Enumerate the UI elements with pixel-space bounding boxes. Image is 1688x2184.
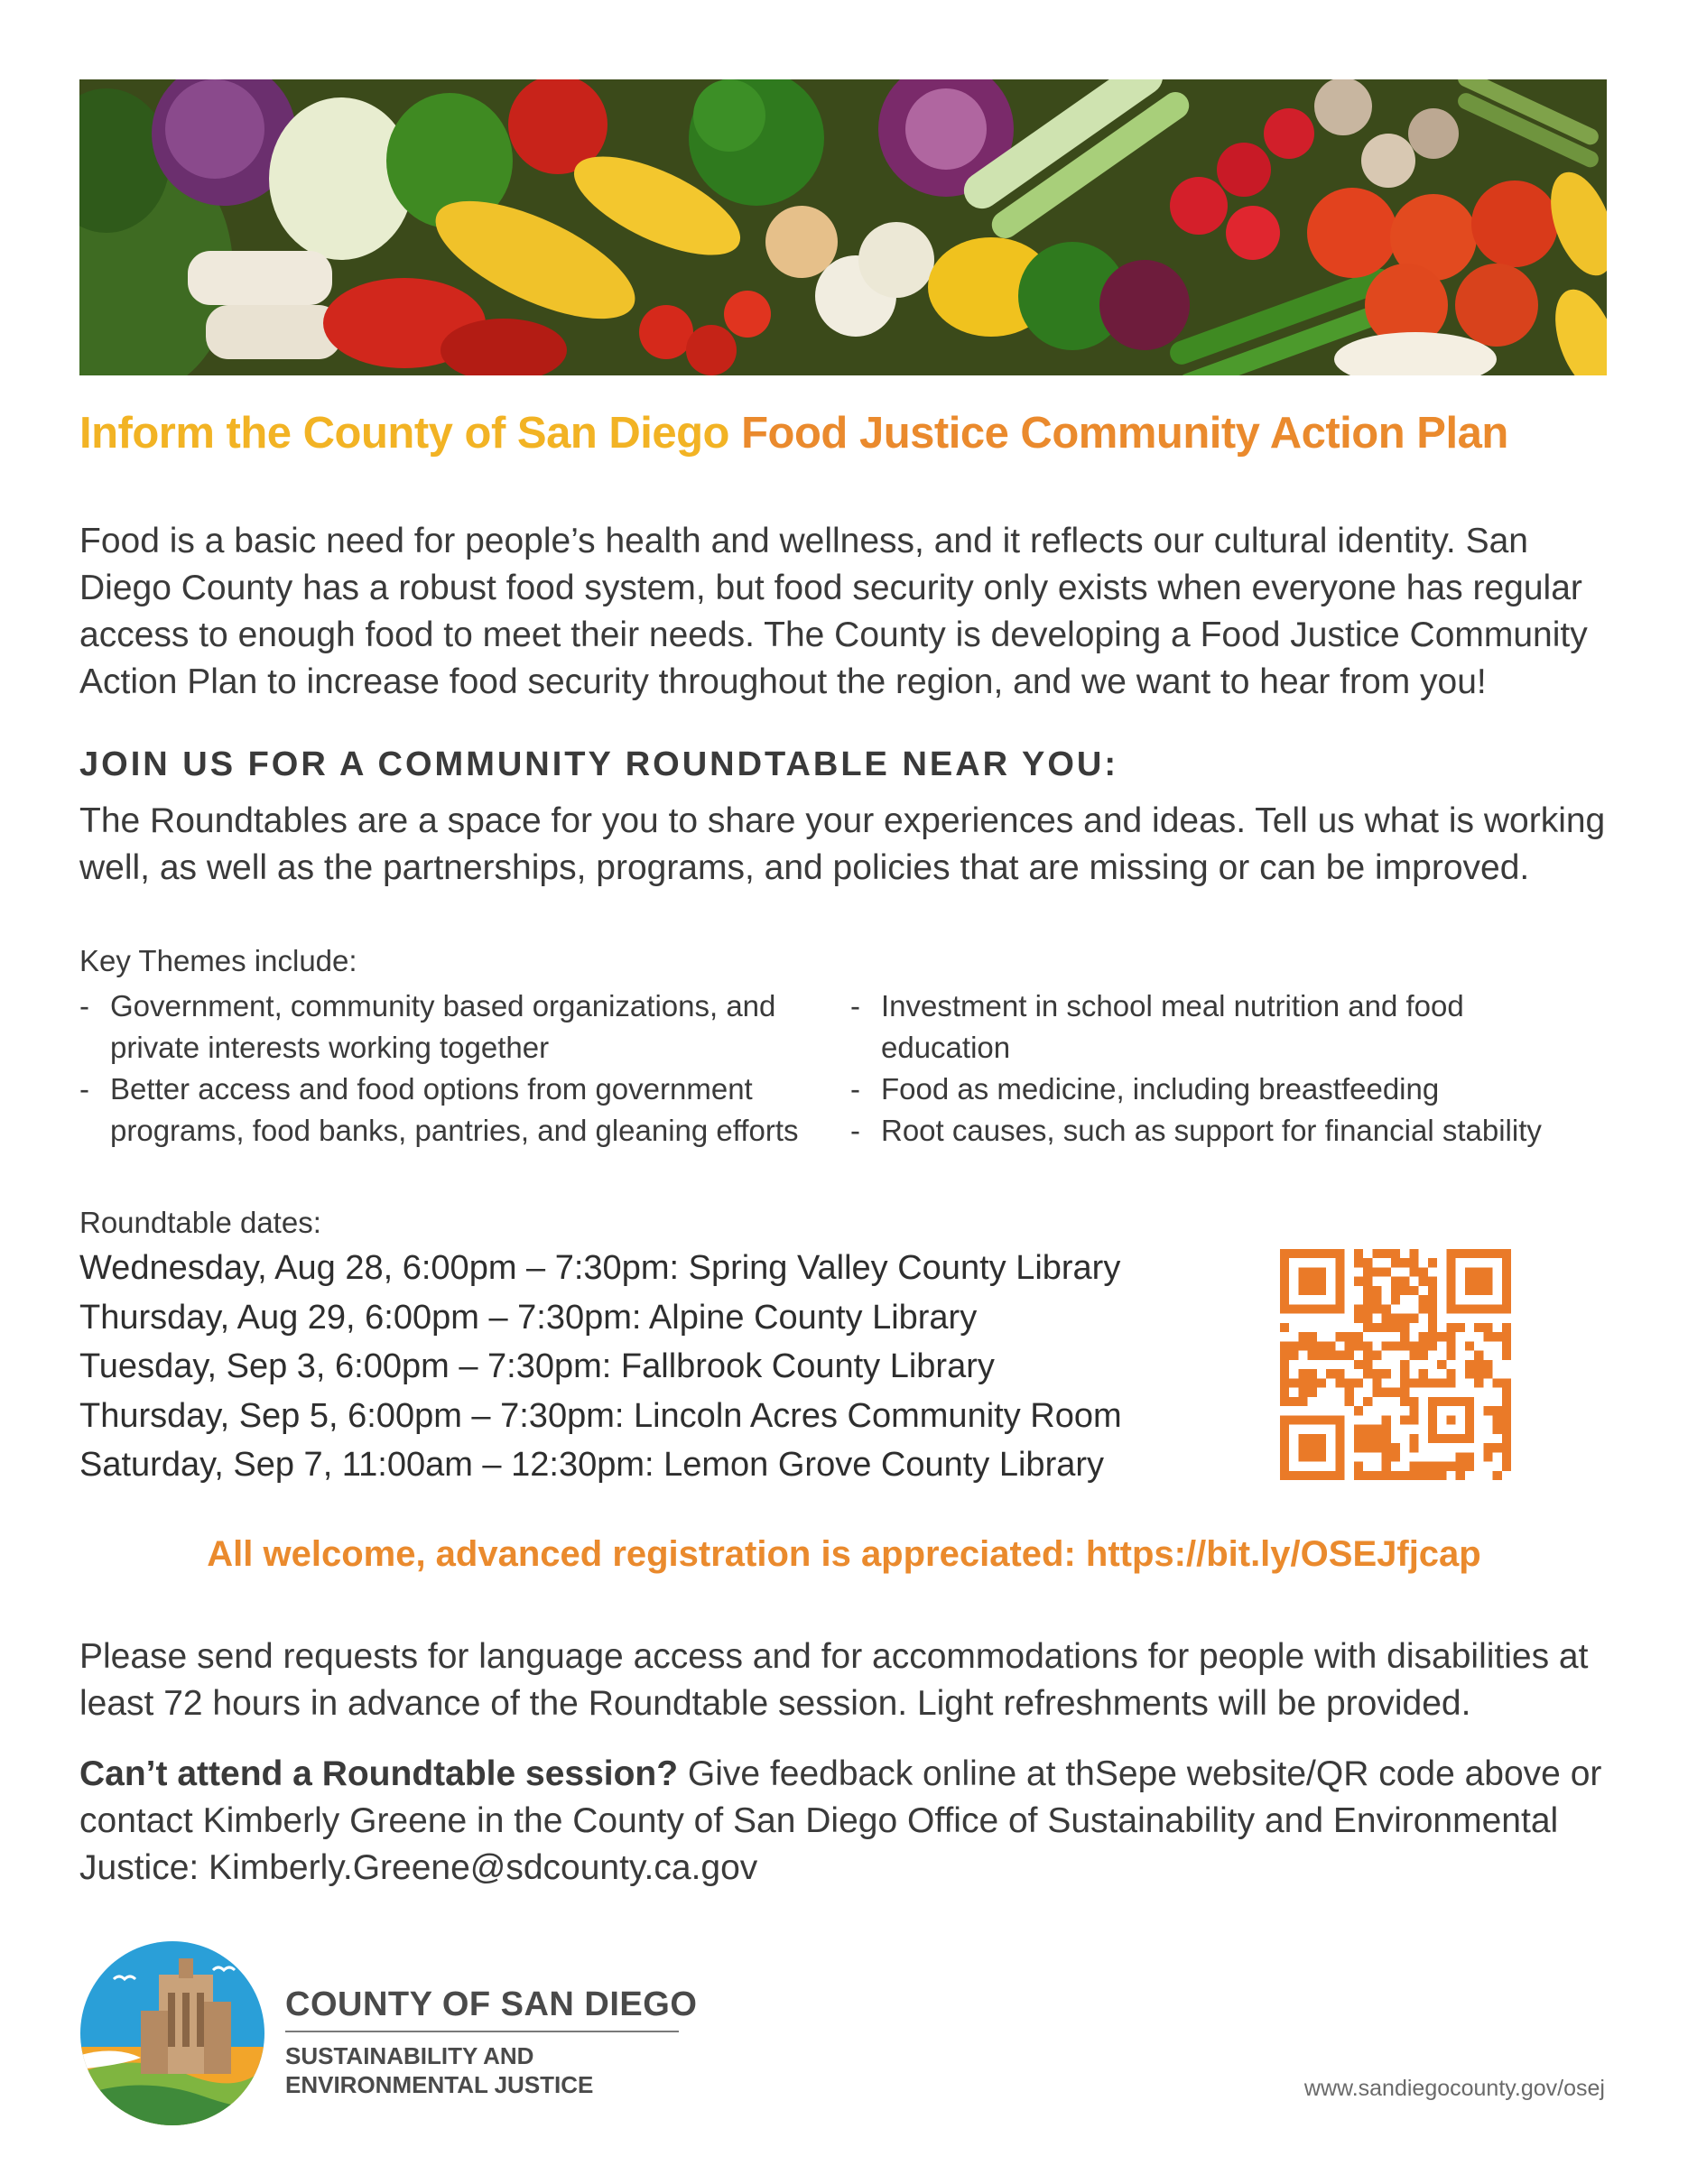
theme-item-text: Better access and food options from government programs, food banks, pantries, and gleaning efforts: [110, 1072, 799, 1147]
qr-code[interactable]: [1280, 1249, 1511, 1480]
join-paragraph: The Roundtables are a space for you to share your experiences and ideas. Tell us what is working well, as well as the partnerships, programs, and policies that are missing or can be improved.: [79, 801, 1606, 887]
website-link[interactable]: www.sandiegocounty.gov/osej: [1303, 2076, 1605, 2101]
date-item: Wednesday, Aug 28, 6:00pm – 7:30pm: Spring Valley County Library: [79, 1249, 1121, 1287]
title-part-plan: Food Justice Community Action Plan: [741, 409, 1508, 458]
date-item: Thursday, Aug 29, 6:00pm – 7:30pm: Alpine County Library: [79, 1298, 978, 1337]
intro-paragraph: Food is a basic need for people’s health and wellness, and it reflects our cultural identity. San Diego County has a robust food system, but food security only exists when everyone has regular access to enough food to meet their needs. The County is developing a Food Justice Community Action Plan to increase food security throughout the region, and we want to hear from you!: [79, 522, 1588, 701]
theme-item: - Food as medicine, including breastfeeding: [850, 1072, 1440, 1106]
join-heading: JOIN US FOR A COMMUNITY ROUNDTABLE NEAR YOU:: [79, 745, 1118, 783]
feedback-paragraph: [79, 1751, 1614, 1892]
theme-item: - Investment in school meal nutrition and food education: [850, 989, 1464, 1064]
county-seal-logo: [78, 1939, 267, 2128]
themes-label: Key Themes include:: [79, 944, 357, 977]
date-item: Tuesday, Sep 3, 6:00pm – 7:30pm: Fallbrook County Library: [79, 1347, 995, 1385]
date-item: Saturday, Sep 7, 11:00am – 12:30pm: Lemon Grove County Library: [79, 1446, 1105, 1484]
theme-item: - Government, community based organizations, and private interests working together: [79, 989, 776, 1064]
vegetable-banner-image: [79, 79, 1607, 375]
org-name: COUNTY OF SAN DIEGO: [285, 1985, 698, 2023]
org-subtitle-line: SUSTAINABILITY AND: [285, 2042, 534, 2069]
page-title: [79, 408, 1614, 458]
themes-list-right: [850, 986, 1600, 1152]
dates-list: [79, 1244, 1253, 1490]
title-part-county: Inform the County of San Diego: [79, 409, 729, 458]
themes-list-left: [79, 986, 838, 1152]
theme-item-text: Investment in school meal nutrition and food education: [881, 989, 1464, 1064]
feedback-text: Give feedback online at thSepe website/QR code above or contact Kimberly Greene in the County of San Diego Office of Sustainability and Environmental Justice: Kimberly.Greene@sdcounty.ca.gov: [79, 1754, 1602, 1887]
theme-item-text: Root causes, such as support for financial stability: [881, 1114, 1542, 1147]
registration-link[interactable]: All welcome, advanced registration is appreciated: https://bit.ly/OSEJfjcap: [207, 1534, 1481, 1574]
org-subtitle: [285, 2041, 593, 2099]
org-divider: [285, 2031, 679, 2032]
theme-item: - Better access and food options from government programs, food banks, pantries, and gleaning efforts: [79, 1072, 799, 1147]
theme-item-text: Government, community based organizations, and private interests working together: [110, 989, 776, 1064]
org-subtitle-line: ENVIRONMENTAL JUSTICE: [285, 2071, 594, 2098]
dates-label: Roundtable dates:: [79, 1206, 321, 1239]
theme-item-text: Food as medicine, including breastfeeding: [881, 1072, 1440, 1106]
requests-paragraph: Please send requests for language access and for accommodations for people with disabilities at least 72 hours in advance of the Roundtable session. Light refreshments will be provided.: [79, 1637, 1589, 1723]
theme-item: - Root causes, such as support for financial stability: [850, 1114, 1542, 1147]
feedback-lead: Can’t attend a Roundtable session?: [79, 1754, 679, 1793]
date-item: Thursday, Sep 5, 6:00pm – 7:30pm: Lincoln Acres Community Room: [79, 1396, 1122, 1435]
